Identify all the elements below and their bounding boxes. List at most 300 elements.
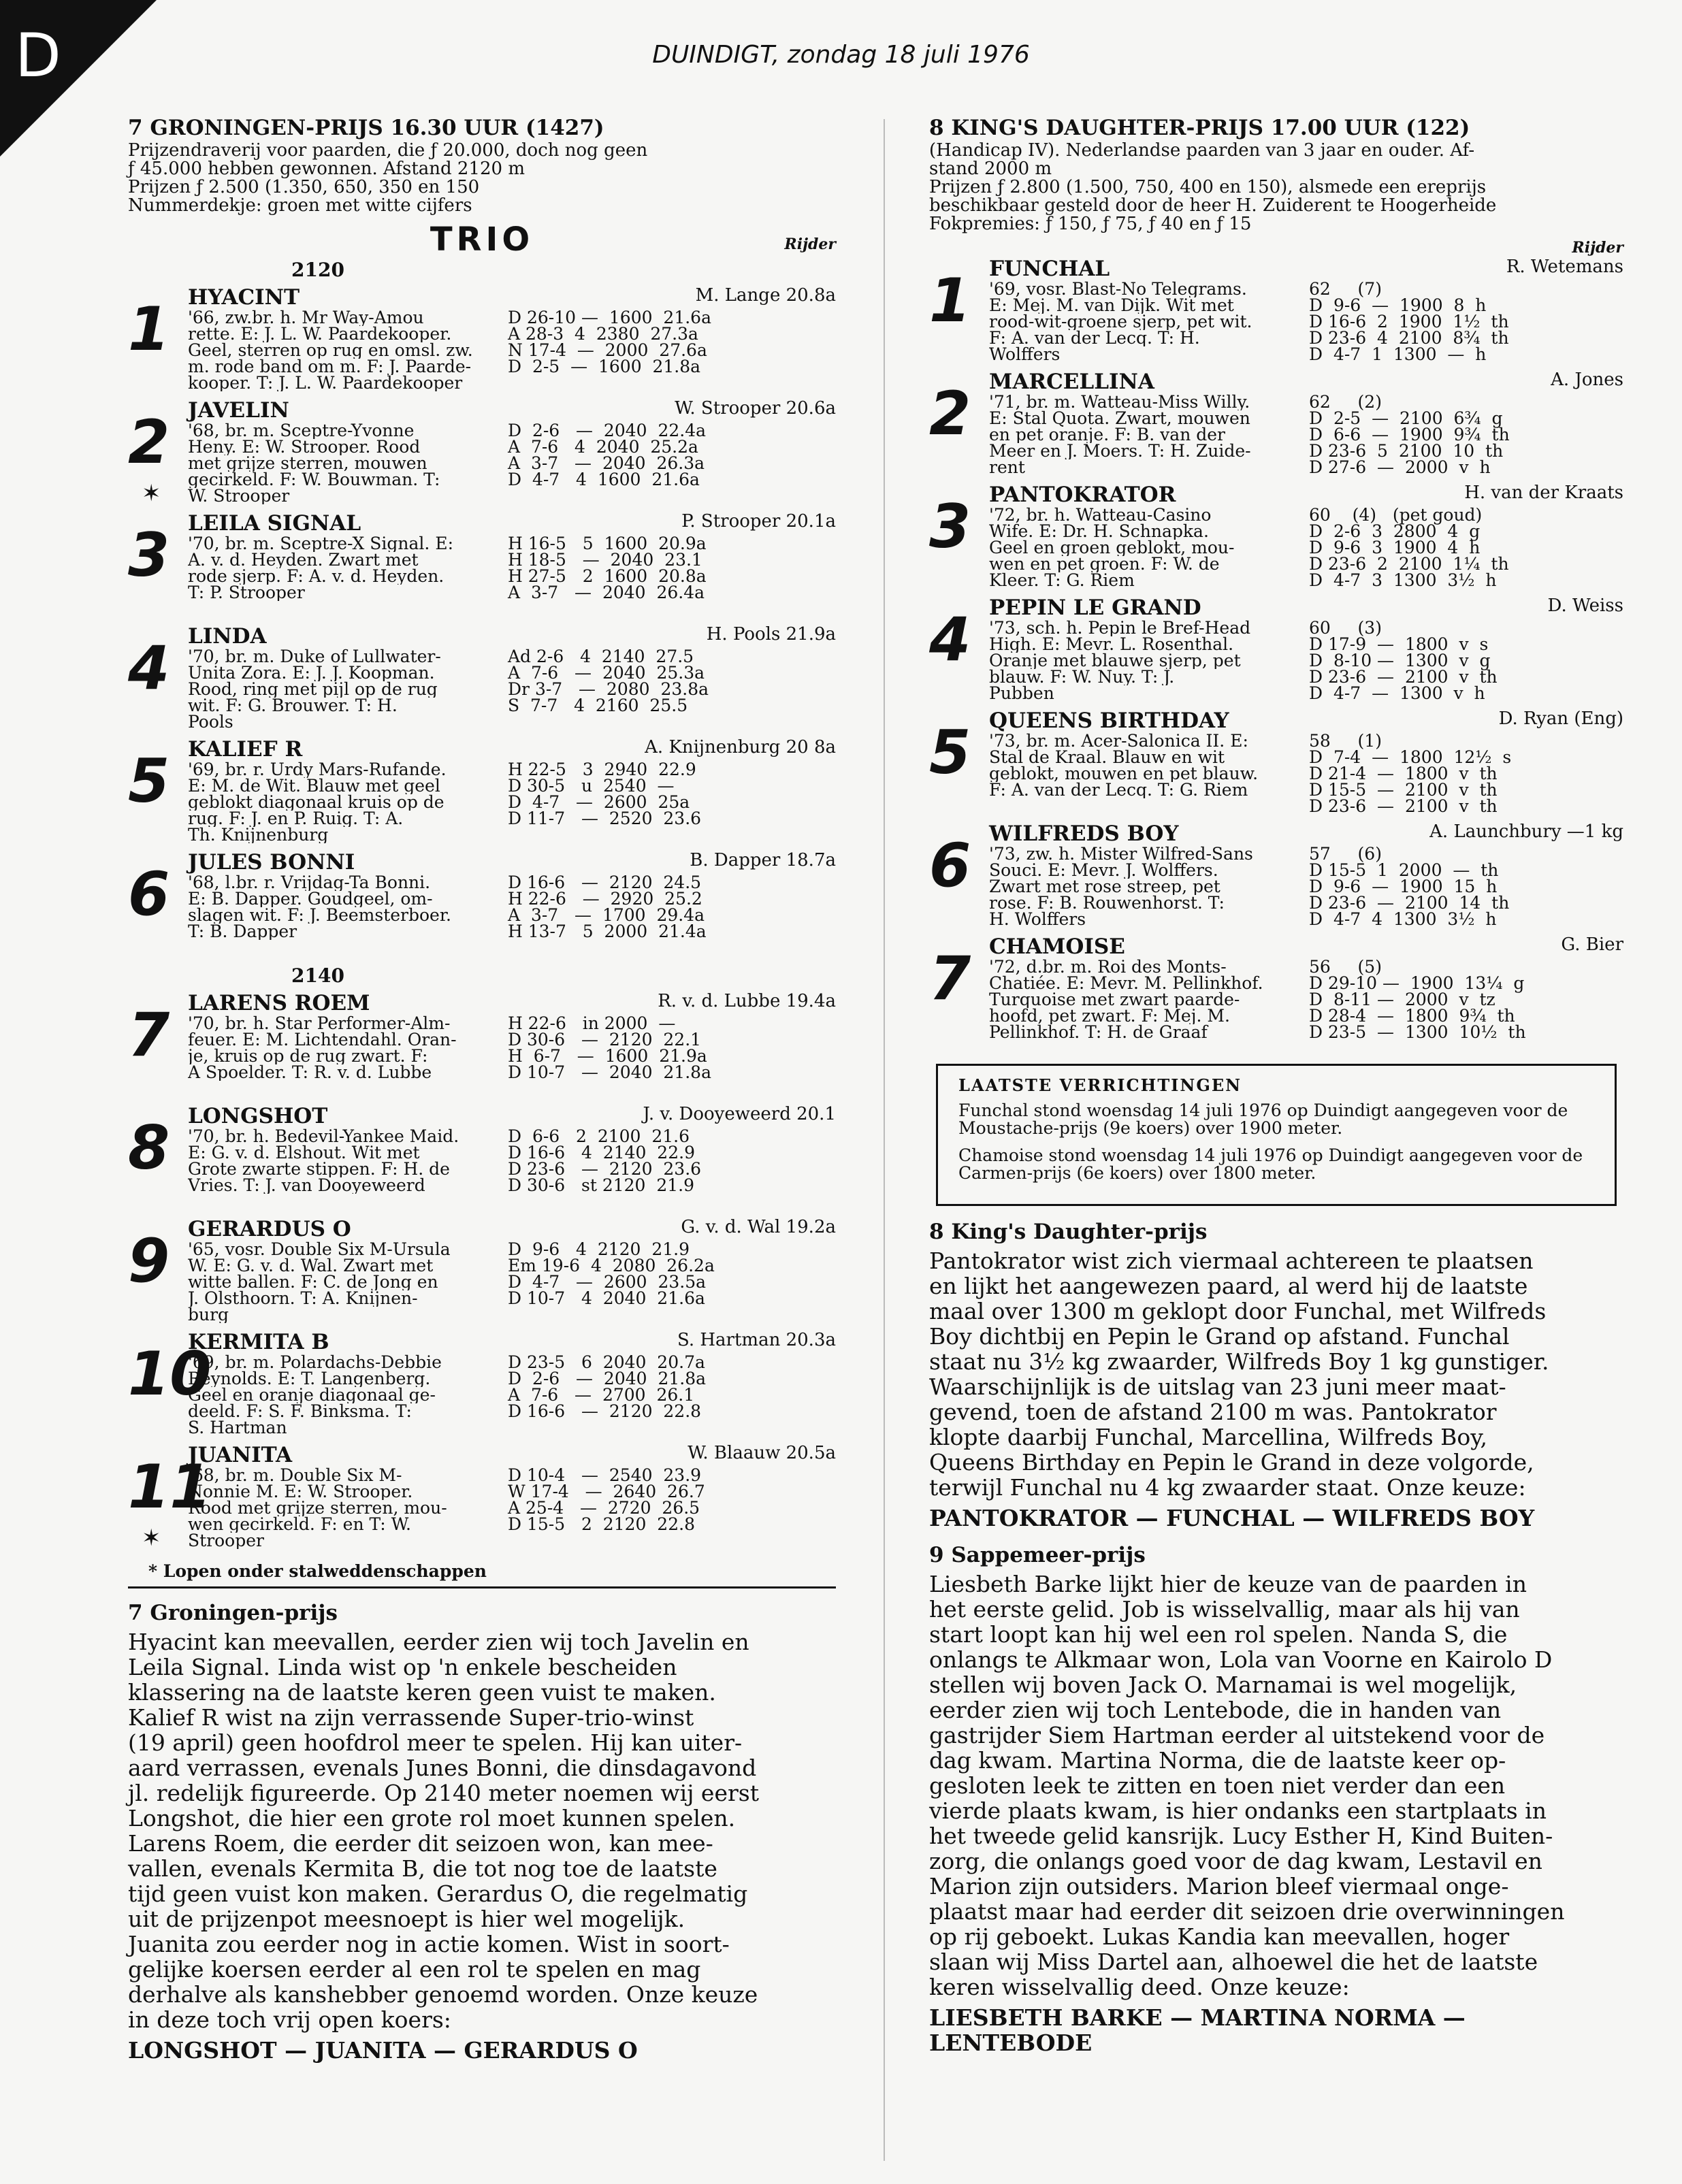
- entry-description: burg: [188, 1307, 229, 1323]
- entry-body: [188, 511, 836, 601]
- entry-result: D 2-5 — 2100 6¾ g: [1309, 408, 1503, 428]
- rider-name: R. Wetemans: [1506, 257, 1623, 277]
- horse-entry: [929, 596, 1623, 704]
- entry-description: kooper. T: J. L. W. Paardekooper: [188, 375, 463, 391]
- entry-description: Strooper: [188, 1533, 264, 1549]
- article-line: Queens Birthday en Pepin le Grand in deze volgorde,: [929, 1449, 1534, 1476]
- horse-entry: [929, 370, 1623, 478]
- entry-description: '71, br. m. Watteau-Miss Willy.: [989, 394, 1250, 410]
- entry-description: Chatiée. E: Mevr. M. Pellinkhof.: [989, 975, 1263, 992]
- entry-description: E: Mej. M. van Dijk. Wit met: [989, 297, 1234, 314]
- stable-star-icon: ✶: [142, 1525, 161, 1552]
- rider-name: J. v. Dooyeweerd 20.1: [643, 1104, 836, 1124]
- horse-entry: [128, 991, 836, 1100]
- entry-description: J. Olsthoorn. T: A. Knijnen-: [188, 1290, 418, 1307]
- column-divider: [884, 119, 885, 2161]
- entry-head: [188, 624, 836, 649]
- entry-head: [989, 370, 1623, 394]
- entry-description: '66, zw.br. h. Mr Way-Amou: [188, 310, 424, 326]
- entry-description: '73, sch. h. Pepin le Bref-Head: [989, 620, 1251, 636]
- rider-name: R. v. d. Lubbe 19.4a: [658, 991, 836, 1011]
- entry-row: [989, 959, 1623, 975]
- entry-description: hoofd, pet zwart. F: Mej. M.: [989, 1008, 1230, 1024]
- entry-row: [989, 443, 1623, 459]
- entry-row: [989, 846, 1623, 862]
- article-line: Liesbeth Barke lijkt hier de keuze van de paarden in: [929, 1571, 1527, 1597]
- entry-body: [989, 934, 1623, 1041]
- entry-description: Meer en J. Moers. T: H. Zuide-: [989, 443, 1251, 459]
- entry-description: E: Stal Quota. Zwart, mouwen: [989, 410, 1250, 427]
- race-7-entries-2120: [128, 285, 836, 959]
- entry-result: D 30-5 u 2540 —: [508, 776, 675, 796]
- article-7-title: 7 Groningen-prijs: [128, 1601, 338, 1625]
- entry-result: 58 (1): [1309, 731, 1382, 751]
- entry-description: Stal de Kraal. Blauw en wit: [989, 749, 1225, 766]
- rijder-label-right: Rijder: [1572, 239, 1623, 257]
- rider-name: B. Dapper 18.7a: [690, 850, 836, 870]
- entry-head: [188, 991, 836, 1015]
- entry-description: W. E: G. v. d. Wal. Zwart met: [188, 1258, 434, 1274]
- entry-description: Geel, sterren op rug en omsl. zw.: [188, 342, 473, 359]
- entry-description: [989, 798, 1309, 815]
- entry-number: 2: [929, 378, 971, 449]
- entry-result: D 16-6 — 2120 22.8: [508, 1401, 702, 1421]
- entry-description: E: B. Dapper. Goudgeel, om-: [188, 891, 433, 907]
- article-line: gastrijder Siem Hartman eerder al uitstekend voor de: [929, 1722, 1545, 1748]
- entry-description: F: A. van der Lecq. T: H.: [989, 330, 1200, 346]
- entry-description: Heny. E: W. Strooper. Rood: [188, 439, 421, 455]
- entry-row: [188, 698, 836, 714]
- entry-description: wen en pet groen. F: W. de: [989, 556, 1220, 572]
- left-column: [128, 116, 836, 2071]
- rider-name: A. Jones: [1551, 370, 1623, 390]
- entry-result: 60 (4) (pet goud): [1309, 505, 1483, 525]
- entry-description: T: P. Strooper: [188, 585, 305, 601]
- entry-result: 57 (6): [1309, 844, 1382, 864]
- entry-result: D 9-6 3 1900 4 h: [1309, 538, 1481, 557]
- entry-row: [989, 297, 1623, 314]
- article-line: het tweede gelid kansrijk. Lucy Esther H, Kind Buiten-: [929, 1823, 1553, 1849]
- entry-number: 7: [929, 943, 971, 1013]
- entry-body: [188, 398, 836, 504]
- entry-description: m. rode band om m. F: J. Paarde-: [188, 359, 472, 375]
- entry-row: [989, 540, 1623, 556]
- entry-result: D 23-6 — 2100 v th: [1309, 667, 1498, 687]
- rider-name: P. Strooper 20.1a: [681, 511, 836, 532]
- article-line: het eerste gelid. Job is wisselvallig, maar als hij van: [929, 1596, 1520, 1623]
- article-line: aard verrassen, evenals Junes Bonni, die dinsdagavond: [128, 1755, 757, 1781]
- entry-row: [989, 992, 1623, 1008]
- entry-row: [188, 1403, 836, 1420]
- entry-number: 2: [128, 407, 170, 477]
- article-line: stellen wij boven Jack O. Marnamai is wel mogelijk,: [929, 1672, 1517, 1698]
- box-paragraph-funchal: Funchal stond woensdag 14 juli 1976 op Duindigt aangegeven voor de Moustache-prijs (9e koers) over 1900 meter.: [958, 1101, 1568, 1138]
- entry-row: [989, 281, 1623, 297]
- article-line: Longshot, die hier een grote rol moet kunnen spelen.: [128, 1805, 736, 1831]
- entry-result: A 3-7 — 1700 29.4a: [508, 905, 705, 925]
- entry-description: Rood, ring met pijl op de rug: [188, 681, 438, 698]
- entry-head: [188, 1330, 836, 1354]
- entry-description: wen gecirkeld. F: en T: W.: [188, 1516, 411, 1533]
- entry-description: Pellinkhof. T: H. de Graaf: [989, 1024, 1208, 1041]
- entry-body: [989, 708, 1623, 815]
- entry-result: H 6-7 — 1600 21.9a: [508, 1046, 707, 1066]
- entry-row: [989, 879, 1623, 895]
- horse-name: KERMITA B: [188, 1330, 329, 1354]
- entry-result: H 18-5 — 2040 23.1: [508, 550, 702, 570]
- entry-result: D 16-6 — 2120 24.5: [508, 873, 702, 892]
- entry-result: D 17-9 — 1800 v s: [1309, 634, 1489, 654]
- horse-name: JULES BONNI: [188, 850, 355, 875]
- entry-result: 62 (7): [1309, 279, 1382, 299]
- entry-row: [989, 314, 1623, 330]
- box-title: LAATSTE VERRICHTINGEN: [958, 1075, 1242, 1095]
- entry-row: [188, 811, 836, 827]
- entry-row: [989, 1024, 1623, 1041]
- entry-result: A 25-4 — 2720 26.5: [508, 1498, 700, 1518]
- entry-result: D 26-10 — 1600 21.6a: [508, 308, 711, 327]
- entry-result: H 13-7 5 2000 21.4a: [508, 922, 707, 941]
- entry-description: rose. F: B. Rouwenhorst. T:: [989, 895, 1225, 911]
- horse-name: MARCELLINA: [989, 370, 1154, 394]
- entry-row: [989, 782, 1623, 798]
- entry-result: 56 (5): [1309, 957, 1382, 977]
- entry-head: [188, 1217, 836, 1241]
- entry-row: [989, 749, 1623, 766]
- article-line: gelijke koersen eerder al een rol te spelen en mag: [128, 1956, 701, 1983]
- entry-description: '73, zw. h. Mister Wilfred-Sans: [989, 846, 1253, 862]
- entry-result: D 9-6 — 1900 8 h: [1309, 295, 1487, 315]
- entry-row: [989, 653, 1623, 669]
- entry-result: H 22-5 3 2940 22.9: [508, 760, 696, 779]
- entry-description: blauw. F: W. Nuy. T: J.: [989, 669, 1175, 685]
- horse-name: KALIEF R: [188, 737, 303, 762]
- horse-entry: [929, 934, 1623, 1043]
- entry-description: Souci. E: Mevr. J. Wolffers.: [989, 862, 1218, 879]
- horse-name: LEILA SIGNAL: [188, 511, 361, 536]
- entry-result: D 15-5 — 2100 v th: [1309, 780, 1498, 800]
- rider-name: G. Bier: [1561, 934, 1623, 955]
- entry-result: D 8-11 — 2000 v tz: [1309, 990, 1495, 1009]
- race-8-intro: [929, 142, 1623, 233]
- entry-description: slagen wit. F: J. Beemsterboer.: [188, 907, 451, 924]
- horse-entry: [128, 850, 836, 959]
- entry-result: [508, 1420, 836, 1436]
- entry-body: [188, 624, 836, 730]
- race-7-title: 7 GRONINGEN-PRIJS 16.30 UUR (1427): [128, 116, 604, 140]
- entry-row: [989, 427, 1623, 443]
- horse-entry: [128, 624, 836, 733]
- entry-row: [989, 1008, 1623, 1024]
- entry-description: wit. F: G. Brouwer. T: H.: [188, 698, 398, 714]
- race-8-entries: [929, 257, 1623, 1043]
- horse-entry: [929, 483, 1623, 591]
- entry-number: 1: [929, 265, 971, 336]
- entry-row: [989, 556, 1623, 572]
- entry-row: [188, 472, 836, 488]
- entry-description: E: G. v. d. Elshout. Wit met: [188, 1145, 420, 1161]
- entry-description: Th. Knijnenburg: [188, 827, 329, 843]
- entry-body: [188, 991, 836, 1081]
- article-line: Hyacint kan meevallen, eerder zien wij toch Javelin en: [128, 1629, 749, 1655]
- horse-name: JAVELIN: [188, 398, 289, 423]
- article-line: gesloten leek te zitten en toen niet verder dan een: [929, 1772, 1506, 1799]
- entry-result: D 23-6 2 2100 1¼ th: [1309, 554, 1509, 574]
- entry-result: D 4-7 — 1300 v h: [1309, 683, 1485, 703]
- entry-result: D 6-6 — 1900 9¾ th: [1309, 425, 1510, 444]
- entry-body: [989, 370, 1623, 476]
- article-8-title: 8 King's Daughter-prijs: [929, 1220, 1208, 1244]
- entry-row: [989, 685, 1623, 702]
- entry-result: D 23-6 — 2100 v th: [1309, 796, 1498, 816]
- article-line: start loopt kan hij wel een rol spelen. Nanda S, die: [929, 1621, 1508, 1648]
- entry-row: [989, 507, 1623, 523]
- entry-body: [188, 737, 836, 843]
- entry-result: D 10-7 4 2040 21.6a: [508, 1288, 705, 1308]
- horse-entry: [929, 257, 1623, 365]
- rider-name: D. Ryan (Eng): [1498, 708, 1623, 729]
- entry-body: [989, 821, 1623, 928]
- entry-number: 8: [128, 1113, 170, 1183]
- entry-result: Em 19-6 4 2080 26.2a: [508, 1256, 715, 1275]
- entry-description: S. Hartman: [188, 1420, 287, 1436]
- footnote: * Lopen onder stalweddenschappen: [148, 1561, 487, 1581]
- entry-result: [508, 488, 836, 504]
- horse-entry: [929, 821, 1623, 930]
- distance-2140: 2140: [291, 964, 344, 987]
- entry-description: '70, br. m. Duke of Lullwater-: [188, 649, 441, 665]
- entry-row: [989, 459, 1623, 476]
- article-9-body: [929, 1571, 1623, 2000]
- rider-name: M. Lange 20.8a: [695, 285, 836, 306]
- horse-name: JUANITA: [188, 1443, 293, 1467]
- horse-name: LARENS ROEM: [188, 991, 370, 1015]
- entry-description: met grijze sterren, mouwen: [188, 455, 427, 472]
- entry-description: A. v. d. Heyden. Zwart met: [188, 552, 419, 568]
- entry-result: 60 (3): [1309, 618, 1382, 638]
- entry-row: [989, 862, 1623, 879]
- entry-body: [188, 285, 836, 391]
- article-line: maal over 1300 m geklopt door Funchal, met Wilfreds: [929, 1298, 1547, 1324]
- entry-description: Oranje met blauwe sjerp, pet: [989, 653, 1241, 669]
- entry-row: [989, 798, 1623, 815]
- entry-number: 9: [128, 1226, 170, 1296]
- entry-number: 1: [128, 294, 170, 364]
- entry-description: A Spoelder. T: R. v. d. Lubbe: [188, 1064, 432, 1081]
- entry-description: rood-wit-groene sjerp, pet wit.: [989, 314, 1252, 330]
- entry-result: [508, 714, 836, 730]
- entry-description: '68, br. m. Sceptre-Yvonne: [188, 423, 415, 439]
- entry-row: [188, 827, 836, 843]
- entry-head: [188, 1104, 836, 1128]
- entry-description: Rood met grijze sterren, mou-: [188, 1500, 447, 1516]
- entry-result: W 17-4 — 2640 26.7: [508, 1482, 705, 1501]
- entry-result: [508, 1307, 836, 1323]
- intro-line: (Handicap IV). Nederlandse paarden van 3 jaar en ouder. Af-: [929, 140, 1475, 161]
- entry-result: A 3-7 — 2040 26.3a: [508, 453, 705, 473]
- article-line: slaan wij Miss Dartel aan, alhoewel die het de laatste: [929, 1949, 1538, 1975]
- race-8-title: 8 KING'S DAUGHTER-PRIJS 17.00 UUR (122): [929, 116, 1470, 140]
- entry-body: [188, 1104, 836, 1194]
- entry-row: [989, 330, 1623, 346]
- entry-description: deeld. F: S. F. Binksma. T:: [188, 1403, 412, 1420]
- entry-result: D 2-6 — 2040 21.8a: [508, 1369, 707, 1388]
- entry-row: [188, 924, 836, 940]
- entry-number: 3: [929, 491, 971, 561]
- intro-line: stand 2000 m: [929, 159, 1052, 179]
- entry-description: '70, br. h. Star Performer-Alm-: [188, 1015, 451, 1032]
- entry-body: [989, 596, 1623, 702]
- article-9-title: 9 Sappemeer-prijs: [929, 1543, 1146, 1567]
- article-line: onlangs te Alkmaar won, Lola van Voorne en Kairolo D: [929, 1646, 1553, 1673]
- article-line: uit de prijzenpot meesnoept is hier wel mogelijk.: [128, 1906, 685, 1932]
- entry-result: H 22-6 — 2920 25.2: [508, 889, 702, 909]
- entry-result: D 23-6 — 2100 14 th: [1309, 893, 1510, 913]
- entry-description: '68, l.br. r. Vrijdag-Ta Bonni.: [188, 875, 431, 891]
- horse-entry: [128, 1330, 836, 1439]
- entry-result: S 7-7 4 2160 25.5: [508, 696, 688, 715]
- entry-row: [989, 394, 1623, 410]
- entry-description: rode sjerp. F: A. v. d. Heyden.: [188, 568, 444, 585]
- rider-name: D. Weiss: [1547, 596, 1623, 616]
- entry-row: [188, 1290, 836, 1307]
- intro-line: beschikbaar gesteld door de heer H. Zuiderent te Hoogerheide: [929, 195, 1497, 216]
- entry-head: [989, 708, 1623, 733]
- entry-result: A 7-6 — 2040 25.3a: [508, 663, 705, 683]
- horse-name: LONGSHOT: [188, 1104, 328, 1128]
- entry-description: Vries. T: J. van Dooyeweerd: [188, 1177, 425, 1194]
- laatste-verrichtingen-box: [936, 1064, 1617, 1206]
- entry-number: 4: [128, 633, 170, 703]
- entry-row: [188, 1064, 836, 1081]
- horse-name: LINDA: [188, 624, 267, 649]
- entry-row: [989, 636, 1623, 653]
- entry-description: '69, br. r. Urdy Mars-Rufande.: [188, 762, 447, 778]
- article-line: Pantokrator wist zich viermaal achtereen te plaatsen: [929, 1248, 1534, 1274]
- article-line: zorg, die onlangs goed voor de dag kwam, Lestavil en: [929, 1848, 1542, 1874]
- article-line: Marion zijn outsiders. Marion bleef viermaal onge-: [929, 1873, 1509, 1900]
- entry-result: D 2-6 — 2040 22.4a: [508, 421, 707, 440]
- entry-head: [188, 850, 836, 875]
- section-rule: [128, 1586, 836, 1588]
- entry-row: [188, 585, 836, 601]
- article-line: derhalve als kanshebber genoemd worden. Onze keuze: [128, 1981, 758, 2008]
- entry-head: [188, 511, 836, 536]
- article-line: in deze toch vrij open koers:: [128, 2006, 451, 2033]
- rider-name: W. Blaauw 20.5a: [688, 1443, 836, 1463]
- entry-number: 6: [929, 830, 971, 900]
- horse-entry: [128, 1104, 836, 1213]
- horse-name: HYACINT: [188, 285, 300, 310]
- entry-result: D 10-4 — 2540 23.9: [508, 1465, 702, 1485]
- entry-description: gecirkeld. F: W. Bouwman. T:: [188, 472, 440, 488]
- article-line: eerder zien wij toch Lentebode, die in handen van: [929, 1697, 1502, 1723]
- horse-entry: [128, 1443, 836, 1552]
- article-line: Kalief R wist na zijn verrassende Super-trio-winst: [128, 1704, 694, 1731]
- horse-name: PANTOKRATOR: [989, 483, 1176, 507]
- race-7-intro: [128, 142, 836, 215]
- entry-description: rug. F: J. en P. Ruig. T: A.: [188, 811, 404, 827]
- article-line: keren wisselvallig deed. Onze keuze:: [929, 1974, 1350, 2000]
- entry-result: D 11-7 — 2520 23.6: [508, 809, 702, 828]
- entry-result: D 8-10 — 1300 v g: [1309, 651, 1491, 670]
- entry-number: 3: [128, 520, 170, 590]
- article-line: Leila Signal. Linda wist op 'n enkele bescheiden: [128, 1654, 677, 1680]
- entry-result: D 4-7 1 1300 — h: [1309, 344, 1487, 364]
- entry-row: [188, 1516, 836, 1533]
- entry-description: Wolffers: [989, 346, 1061, 363]
- article-line: dag kwam. Martina Norma, die de laatste keer op-: [929, 1747, 1506, 1774]
- entry-description: rette. E: J. L. W. Paardekooper.: [188, 326, 452, 342]
- entry-row: [989, 620, 1623, 636]
- entry-row: [989, 346, 1623, 363]
- entry-row: [188, 359, 836, 375]
- entry-row: [989, 733, 1623, 749]
- entry-description: E: M. de Wit. Blauw met geel: [188, 778, 440, 794]
- entry-head: [989, 483, 1623, 507]
- horse-entry: [128, 398, 836, 507]
- horse-entry: [128, 1217, 836, 1326]
- entry-result: D 6-6 2 2100 21.6: [508, 1126, 690, 1146]
- entry-description: '72, d.br. m. Roi des Monts-: [989, 959, 1227, 975]
- entry-description: Nonnie M. E: W. Strooper.: [188, 1484, 413, 1500]
- article-8-pick: PANTOKRATOR — FUNCHAL — WILFREDS BOY: [929, 1505, 1535, 1531]
- entry-head: [989, 821, 1623, 846]
- entry-description: Kleer. T: G. Riem: [989, 572, 1135, 589]
- entry-result: D 4-7 4 1600 21.6a: [508, 470, 700, 489]
- entry-body: [188, 850, 836, 940]
- entry-description: '70, br. m. Sceptre-X Signal. E:: [188, 536, 453, 552]
- horse-name: PEPIN LE GRAND: [989, 596, 1201, 620]
- distance-2120: 2120: [291, 259, 344, 281]
- article-7-pick: LONGSHOT — JUANITA — GERARDUS O: [128, 2037, 638, 2064]
- article-7-body: [128, 1629, 836, 2032]
- corner-letter: D: [15, 20, 61, 91]
- entry-result: D 7-4 — 1800 12½ s: [1309, 747, 1512, 767]
- entry-body: [188, 1443, 836, 1549]
- entry-result: 62 (2): [1309, 392, 1382, 412]
- article-8-body: [929, 1248, 1623, 1500]
- entry-body: [188, 1217, 836, 1323]
- entry-result: D 2-6 3 2800 4 g: [1309, 521, 1481, 541]
- entry-description: T: B. Dapper: [188, 924, 297, 940]
- article-9-pick: LIESBETH BARKE — MARTINA NORMA — LENTEBODE: [929, 2004, 1466, 2056]
- horse-name: FUNCHAL: [989, 257, 1110, 281]
- entry-row: [989, 523, 1623, 540]
- entry-description: W. Strooper: [188, 488, 290, 504]
- entry-number: 7: [128, 1000, 170, 1070]
- entry-description: Wife. E: Dr. H. Schnapka.: [989, 523, 1209, 540]
- entry-result: [508, 1533, 836, 1549]
- entry-result: D 15-5 1 2000 — th: [1309, 860, 1499, 880]
- entry-result: H 27-5 2 1600 20.8a: [508, 566, 707, 586]
- entry-description: Unita Zora. E: J. J. Koopman.: [188, 665, 435, 681]
- article-line: gevend, toen de afstand 2100 m was. Pantokrator: [929, 1399, 1497, 1425]
- entry-number: 5: [128, 746, 170, 816]
- article-line: vierde plaats kwam, is hier ondanks een startplaats in: [929, 1797, 1547, 1824]
- article-line: staat nu 3½ kg zwaarder, Wilfreds Boy 1 kg gunstiger.: [929, 1348, 1549, 1375]
- entry-result: D 29-10 — 1900 13¼ g: [1309, 973, 1525, 993]
- article-line: plaatst maar had eerder dit seizoen drie overwinningen: [929, 1898, 1565, 1925]
- article-line: en lijkt het aangewezen paard, al werd hij de laatste: [929, 1273, 1528, 1299]
- entry-result: D 10-7 — 2040 21.8a: [508, 1062, 711, 1082]
- entry-body: [989, 257, 1623, 363]
- entry-head: [989, 934, 1623, 959]
- horse-name: WILFREDS BOY: [989, 821, 1179, 846]
- article-line: jl. redelijk figureerde. Op 2140 meter noemen wij eerst: [128, 1780, 759, 1806]
- entry-result: A 7-6 4 2040 25.2a: [508, 437, 698, 457]
- entry-result: D 2-5 — 1600 21.8a: [508, 357, 701, 376]
